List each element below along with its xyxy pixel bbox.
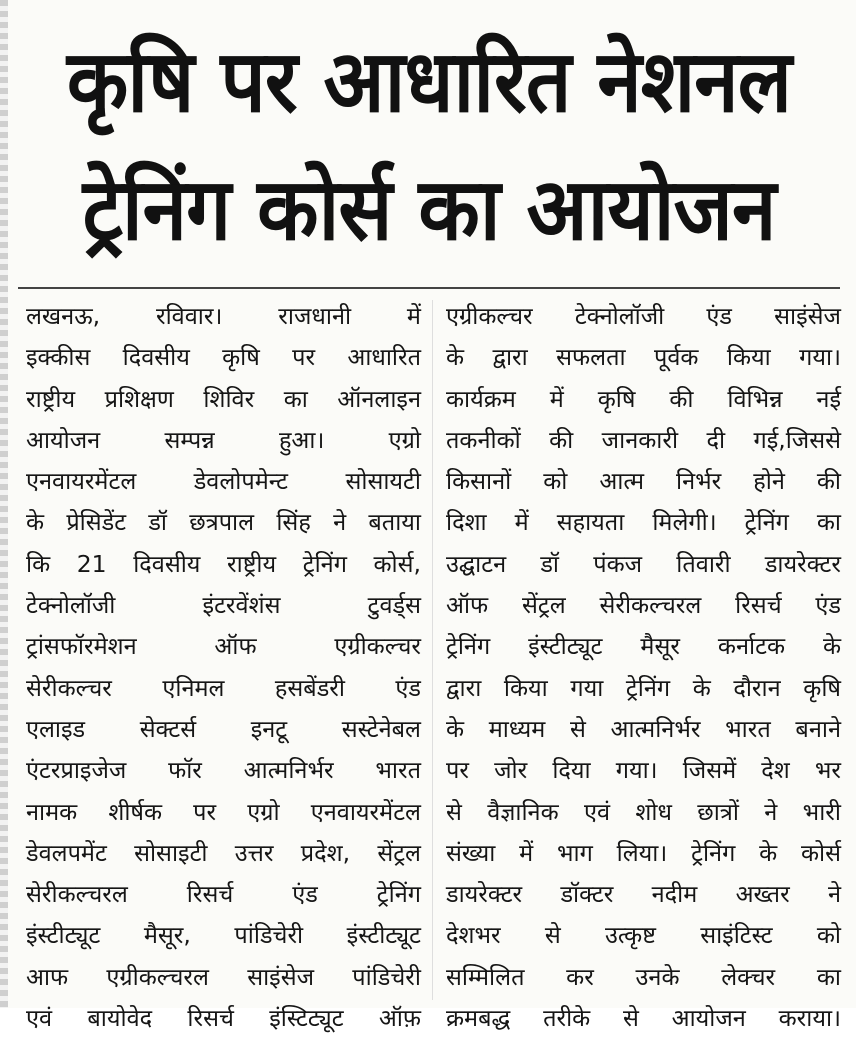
article-line: ऑफ सेंट्रल सेरीकल्चरल रिसर्च एंड: [446, 591, 841, 620]
article-line: एनवायरमेंटल डेवलोपमेन्ट सोसायटी: [26, 467, 421, 496]
article-line: के प्रेसिडेंट डॉ छत्रपाल सिंह ने बताया: [26, 508, 421, 537]
article-line: के माध्यम से आत्मनिर्भर भारत बनाने: [446, 714, 841, 743]
headline-line-2: ट्रेनिंग कोर्स का आयोजन: [82, 160, 776, 260]
article-line: उद्घाटन डॉ पंकज तिवारी डायरेक्टर: [446, 549, 841, 578]
article-line: राष्ट्रीय प्रशिक्षण शिविर का ऑनलाइन: [26, 384, 421, 413]
headline-divider: [18, 287, 840, 289]
article-line: आयोजन सम्पन्न हुआ। एग्रो: [26, 425, 421, 454]
article-line: एंटरप्राइजेज फॉर आत्मनिर्भर भारत: [26, 756, 421, 785]
article-line: एलाइड सेक्टर्स इनटू सस्टेनेबल: [26, 714, 421, 743]
article-line: लखनऊ, रविवार। राजधानी में: [26, 302, 421, 330]
article-line: नामक शीर्षक पर एग्रो एनवायरमेंटल: [26, 797, 421, 826]
article-line: ट्रेनिंग इंस्टीट्यूट मैसूर कर्नाटक के: [446, 632, 841, 661]
article-line: इक्कीस दिवसीय कृषि पर आधारित: [26, 343, 421, 372]
article-line: कि 21 दिवसीय राष्ट्रीय ट्रेनिंग कोर्स,: [26, 549, 421, 578]
article-line: सेरीकल्चर एनिमल हसबेंडरी एंड: [26, 673, 421, 702]
page-edge: [0, 0, 8, 1008]
article-line: तकनीकों की जानकारी दी गई,जिससे: [446, 425, 841, 454]
article-line: आफ एग्रीकल्चरल साइंसेज पांडिचेरी: [26, 962, 421, 991]
article-line: द्वारा किया गया ट्रेनिंग के दौरान कृषि: [446, 673, 841, 702]
article-line: एग्रीकल्चर टेक्नोलॉजी एंड साइंसेज: [446, 302, 841, 330]
article-line: किसानों को आत्म निर्भर होने की: [446, 467, 841, 496]
article-line: से वैज्ञानिक एवं शोध छात्रों ने भारी: [446, 797, 841, 826]
column-divider: [432, 300, 433, 1000]
article-column-right: [446, 296, 841, 1039]
article-line: पर जोर दिया गया। जिसमें देश भर: [446, 756, 841, 785]
article-line: कार्यक्रम में कृषि की विभिन्न नई: [446, 384, 841, 413]
article-line: सेरीकल्चरल रिसर्च एंड ट्रेनिंग: [26, 880, 421, 909]
article-column-left: [26, 296, 421, 1039]
headline: [45, 18, 813, 274]
article-line: क्रमबद्ध तरीके से आयोजन कराया।: [446, 1004, 841, 1033]
article-line: संख्या में भाग लिया। ट्रेनिंग के कोर्स: [446, 838, 841, 867]
article-line: के द्वारा सफलता पूर्वक किया गया।: [446, 343, 841, 372]
article-line: दिशा में सहायता मिलेगी। ट्रेनिंग का: [446, 508, 841, 537]
article-line: इंस्टीट्यूट मैसूर, पांडिचेरी इंस्टीट्यूट: [26, 921, 421, 950]
article-line: डेवलपमेंट सोसाइटी उत्तर प्रदेश, सेंट्रल: [26, 838, 421, 867]
article-line: डायरेक्टर डॉक्टर नदीम अख्तर ने: [446, 880, 841, 909]
article-line: टेक्नोलॉजी इंटरवेंशंस टुवर्ड्स: [26, 591, 421, 620]
article-line: ट्रांसफॉरमेशन ऑफ एग्रीकल्चर: [26, 632, 421, 661]
article-line: देशभर से उत्कृष्ट साइंटिस्ट को: [446, 921, 841, 950]
article-line: सम्मिलित कर उनके लेक्चर का: [446, 962, 841, 991]
headline-line-1: कृषि पर आधारित नेशनल: [66, 32, 792, 132]
article-line: एवं बायोवेद रिसर्च इंस्टिट्यूट ऑफ़: [26, 1004, 421, 1033]
